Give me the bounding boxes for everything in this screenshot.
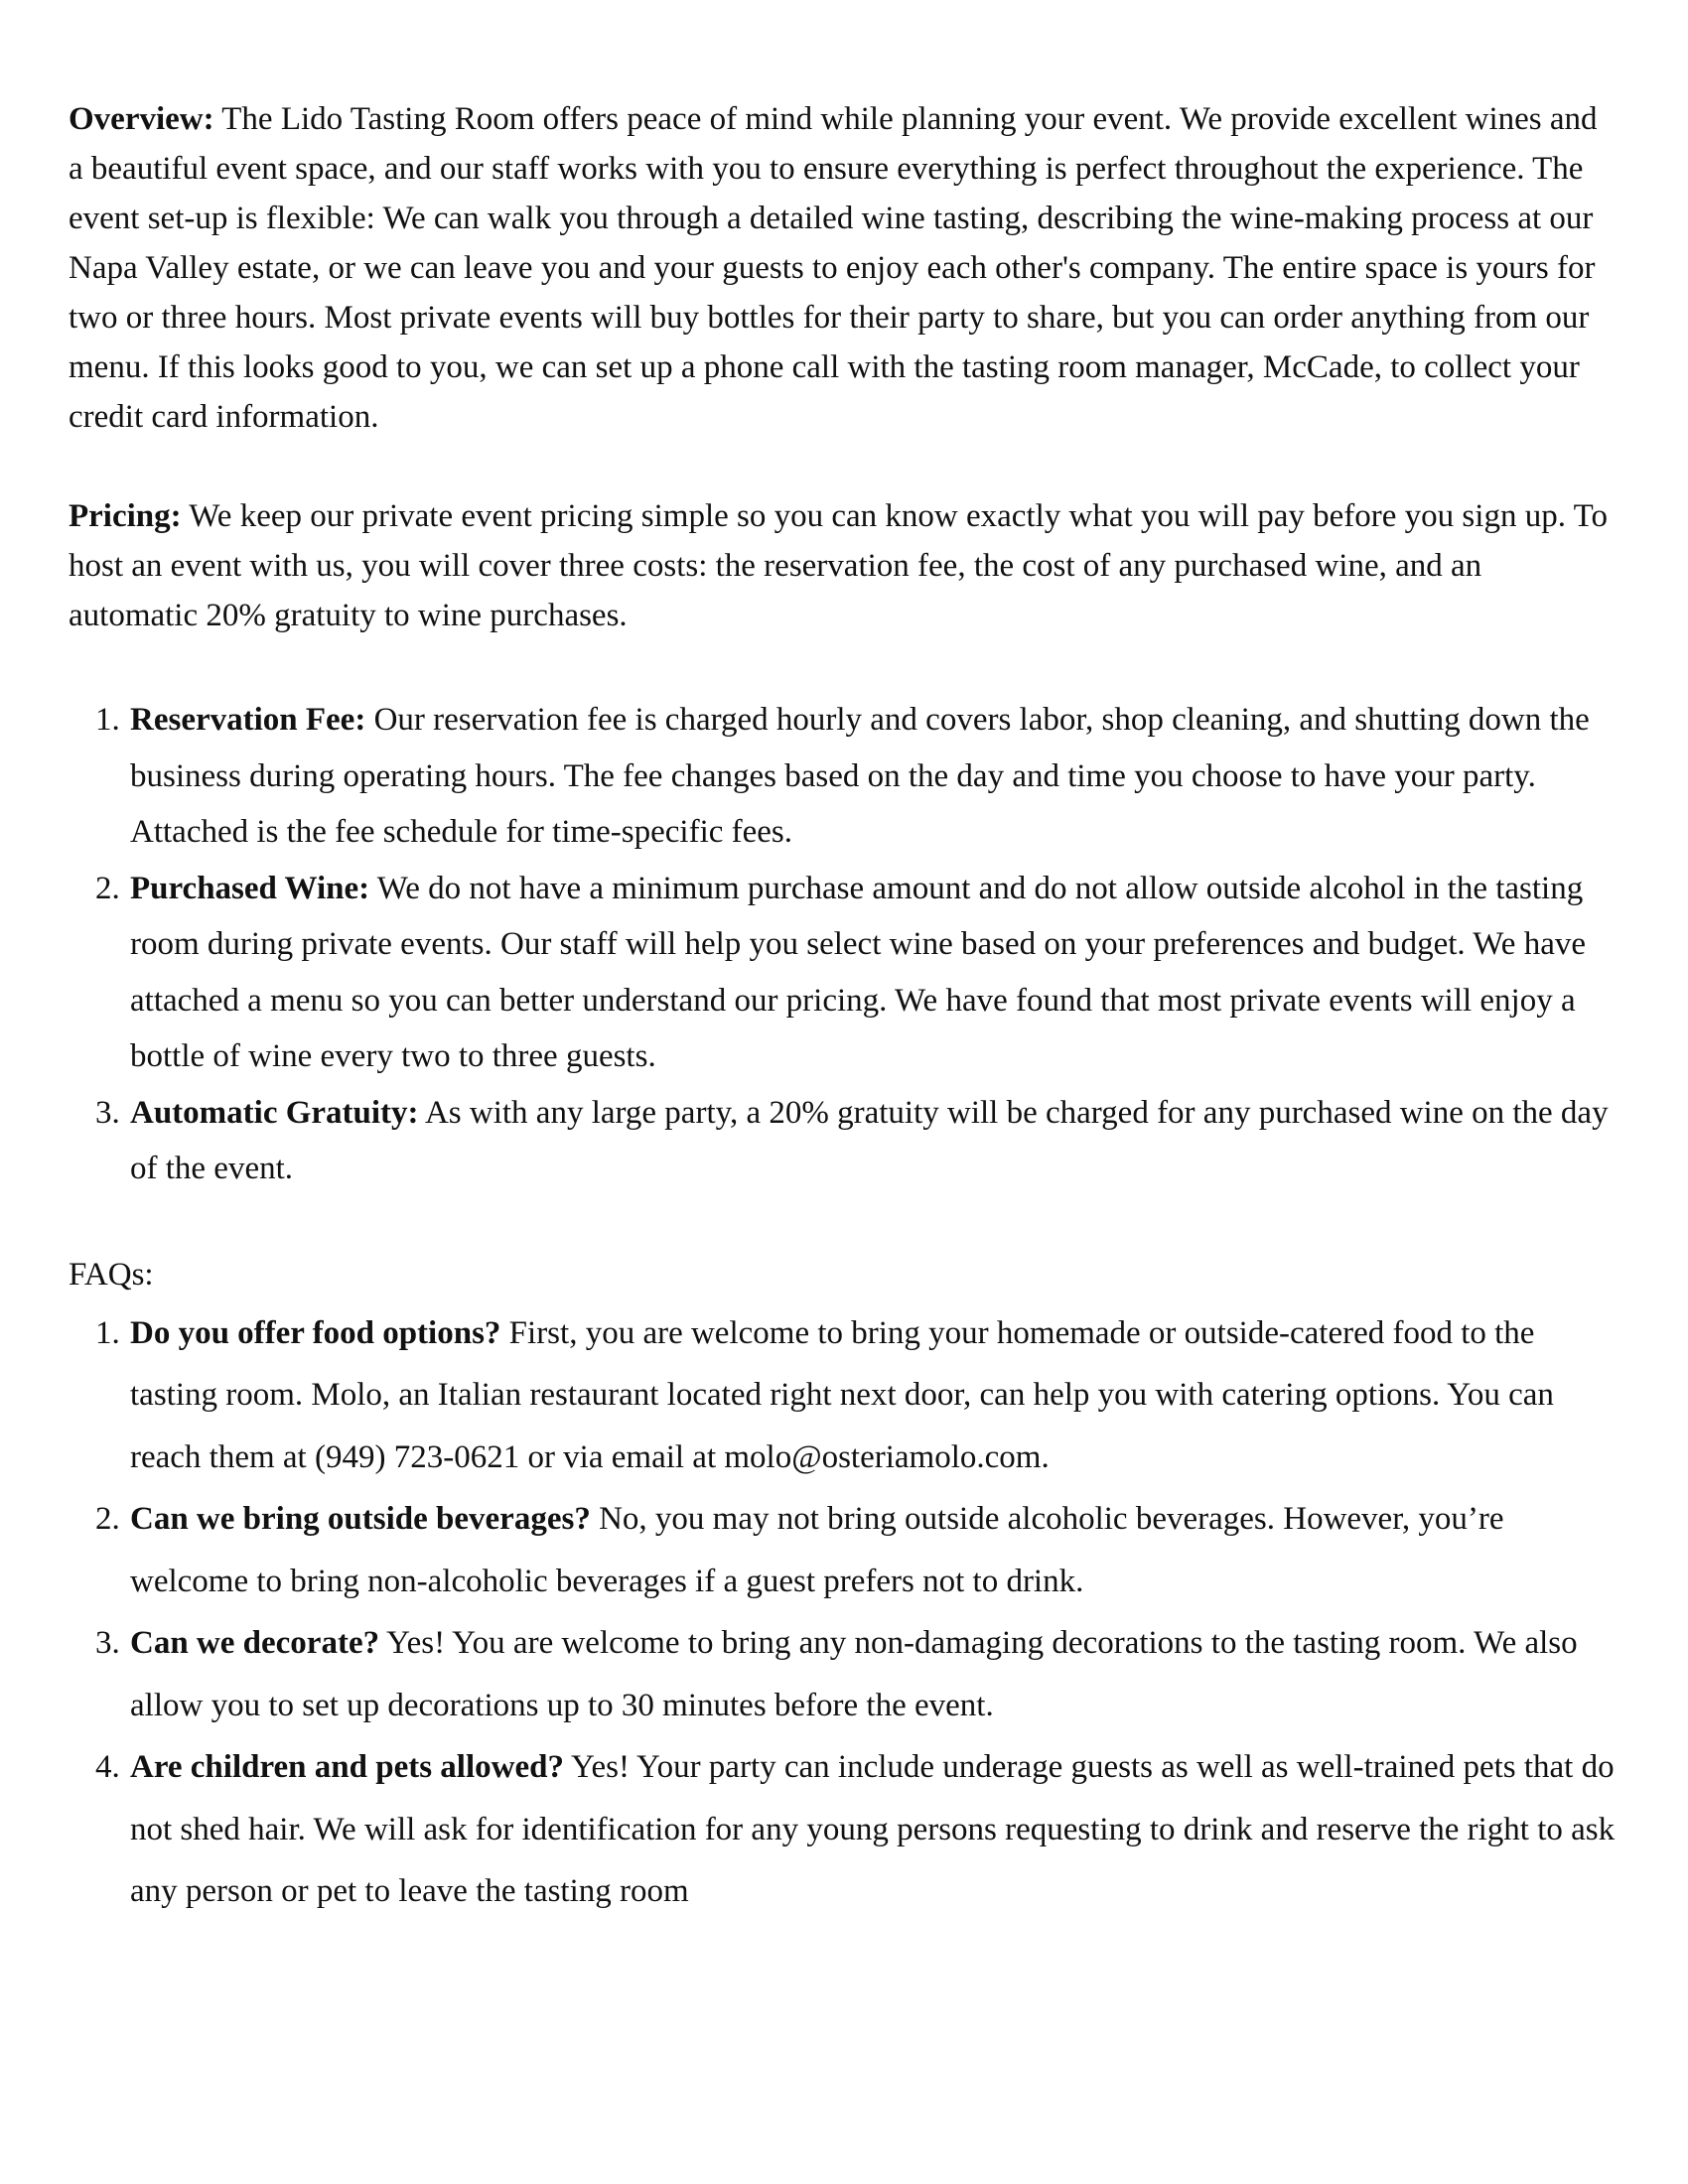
list-item-number: 2. [95, 870, 120, 906]
overview-text: The Lido Tasting Room offers peace of mind while planning your event. We provide excellent wines and a beautiful event space, and our staff works with you to ensure everything is perfect throughout the experience. The event set-up is flexible: We can walk you through a detailed wine tasting, describing the wine-making process at our Napa Valley estate, or we can leave you and your guests to enjoy each other's company. The entire space is yours for two or three hours. Most private events will buy bottles for their party to share, but you can order anything from our menu. If this looks good to you, we can set up a phone call with the tasting room manager, McCade, to collect your credit card information. [69, 101, 1598, 435]
list-item-label: Reservation Fee: [130, 702, 366, 738]
pricing-text: We keep our private event pricing simple so you can know exactly what you will pay before you sign up. To host an event with us, you will cover three costs: the reservation fee, the cost of any purchased wine, and an automatic 20% gratuity to wine purchases. [69, 498, 1608, 633]
faq-question: Can we decorate? [130, 1625, 380, 1661]
faq-item-number: 2. [95, 1501, 120, 1537]
list-item-label: Purchased Wine: [130, 870, 370, 906]
faq-item [69, 1488, 1618, 1612]
list-item-text: As with any large party, a 20% gratuity will be charged for any purchased wine on the day of the event. [130, 1094, 1609, 1186]
faq-answer: No, you may not bring outside alcoholic beverages. However, you’re welcome to bring non-alcoholic beverages if a guest prefers not to drink. [130, 1501, 1504, 1599]
faq-answer: Yes! Your party can include underage guests as well as well-trained pets that do not shed hair. We will ask for identification for any young persons requesting to drink and reserve the right to ask any person or pet to leave the tasting room [130, 1749, 1616, 1909]
list-item-text: Our reservation fee is charged hourly and covers labor, shop cleaning, and shutting down the business during operating hours. The fee changes based on the day and time you choose to have your party. Attached is the fee schedule for time-specific fees. [130, 702, 1590, 850]
faq-item-number: 1. [95, 1314, 120, 1351]
faq-item [69, 1612, 1618, 1736]
faq-list [69, 1302, 1618, 1923]
faq-answer: Yes! You are welcome to bring any non-damaging decorations to the tasting room. We also allow you to set up decorations up to 30 minutes before the event. [130, 1625, 1578, 1723]
overview-paragraph [69, 94, 1618, 442]
faq-question: Are children and pets allowed? [130, 1749, 564, 1785]
faq-question: Can we bring outside beverages? [130, 1501, 591, 1537]
list-item-number: 1. [95, 702, 120, 738]
faq-item [69, 1736, 1618, 1923]
list-item-label: Automatic Gratuity: [130, 1094, 419, 1131]
list-item-number: 3. [95, 1094, 120, 1131]
faq-item-number: 3. [95, 1625, 120, 1661]
list-item [69, 1085, 1618, 1197]
faq-item-number: 4. [95, 1749, 120, 1785]
document-page [69, 94, 1618, 1923]
list-item [69, 692, 1618, 861]
list-item-text: We do not have a minimum purchase amount and do not allow outside alcohol in the tasting room during private events. Our staff will help you select wine based on your preferences and budget. We have attached a menu so you can better understand our pricing. We have found that most private events will enjoy a bottle of wine every two to three guests. [130, 870, 1587, 1074]
pricing-paragraph [69, 491, 1618, 640]
faq-item [69, 1302, 1618, 1489]
pricing-cost-list [69, 692, 1618, 1197]
pricing-label: Pricing: [69, 498, 182, 534]
list-item [69, 861, 1618, 1085]
faq-question: Do you offer food options? [130, 1314, 501, 1351]
overview-label: Overview: [69, 101, 214, 137]
faqs-heading: FAQs: [69, 1256, 154, 1293]
faq-answer: First, you are welcome to bring your homemade or outside-catered food to the tasting room. Molo, an Italian restaurant located right next door, can help you with catering options. You can reach them at (949) 723-0621 or via email at molo@osteriamolo.com. [130, 1314, 1554, 1475]
